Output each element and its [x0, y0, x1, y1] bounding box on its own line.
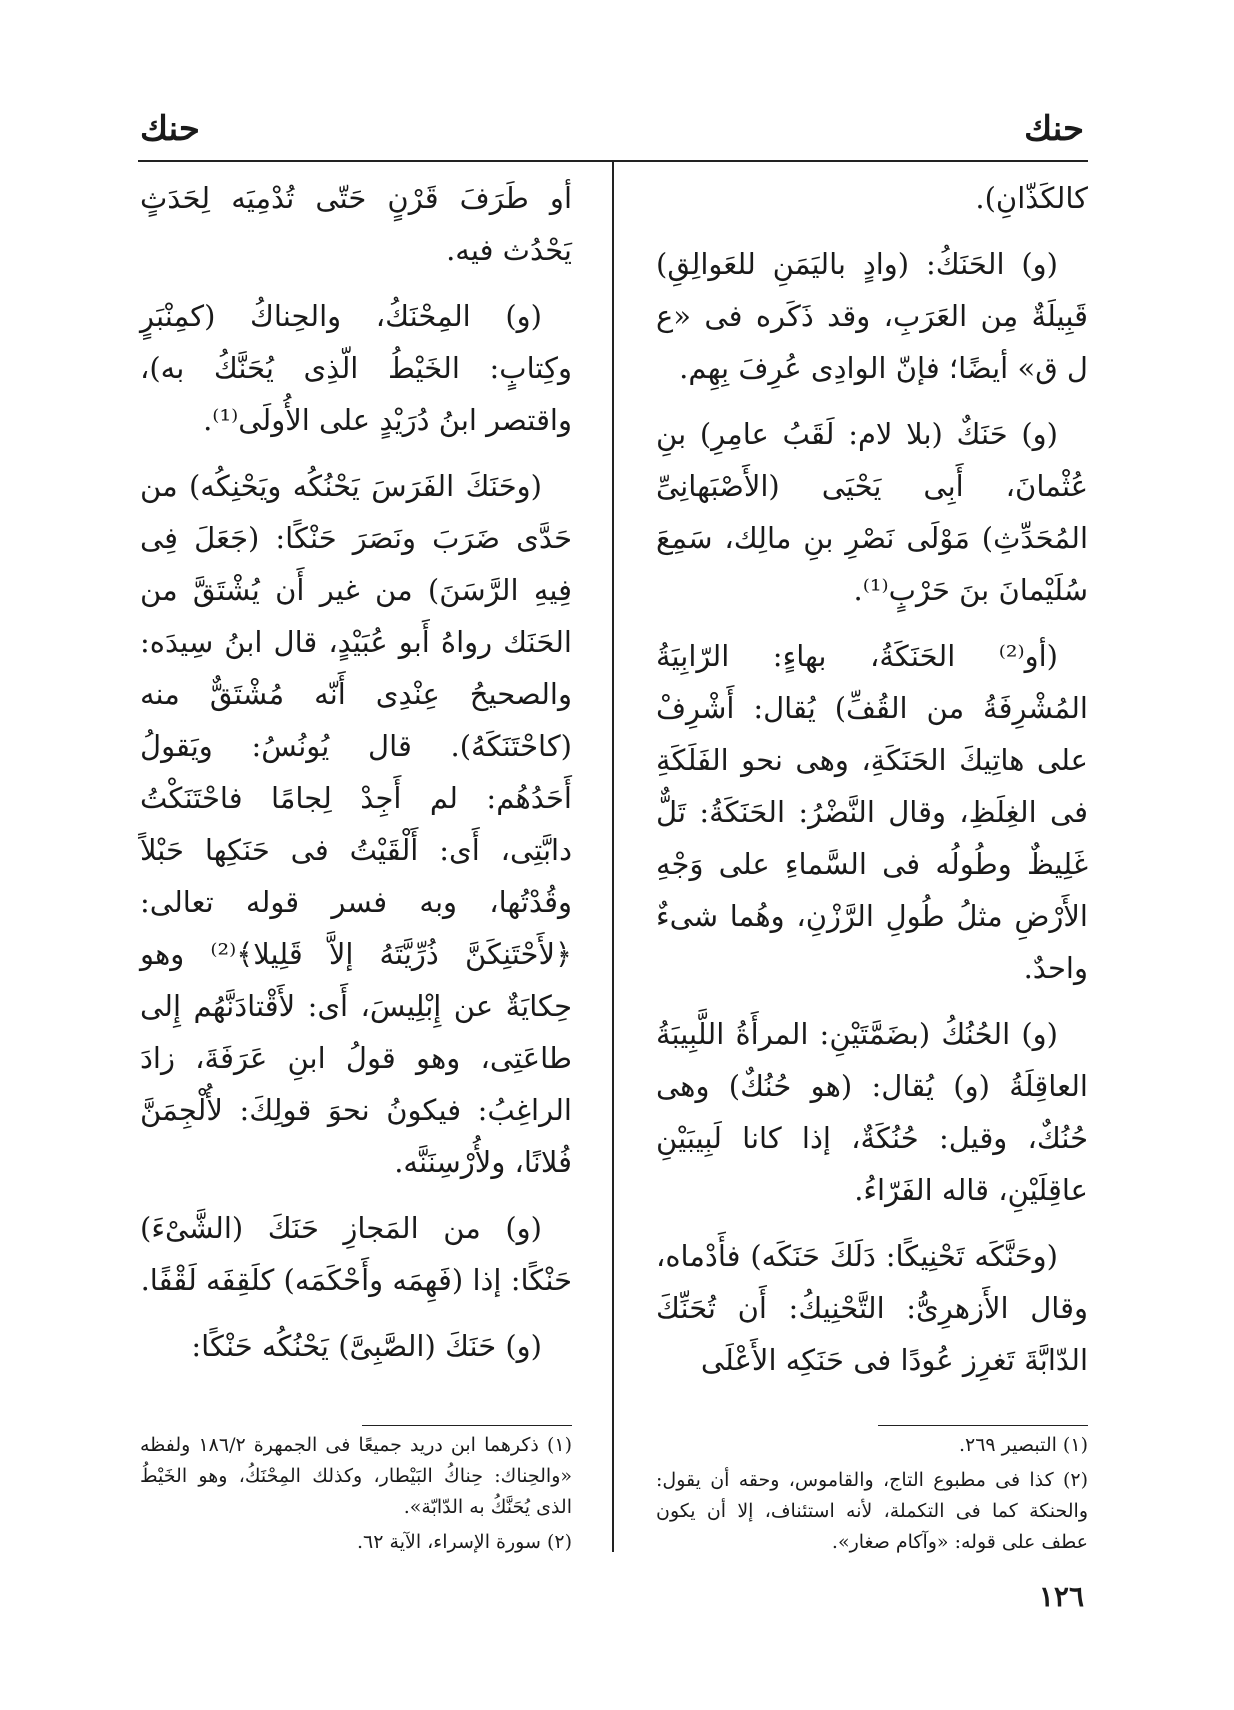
footnote: (١) التبصير ٢٦٩.	[958, 1434, 1088, 1456]
running-header-left: حنك	[140, 109, 200, 149]
right-paragraph: (و) حَنَكٌ (بلا لام: لَقَبُ عامِرِ) بنِ عُثْمانَ، أَبِى يَحْيَى (الأَصْبَهانِىِّ المُحَدِّثِ) مَوْلَى نَصْرِ بنِ مالِك، سَمِعَ سُلَيْمانَ بنَ حَرْبٍ⁽¹⁾.	[656, 417, 1088, 607]
left-paragraph: أو طَرَفَ قَرْنٍ حَتّى تُدْمِيَه لِحَدَثٍ يَحْدُث فيه.	[140, 181, 572, 267]
left-paragraph: (و) من المَجازِ حَنَكَ (الشَّىْءَ) حَنْكًا: إذا (فَهِمَه وأَحْكَمَه) كلَقِفَه لَقْفًا.	[140, 1211, 572, 1297]
right-paragraph: كالكَذّانِ).	[975, 181, 1088, 215]
page-number: ١٢٦	[1038, 1580, 1084, 1613]
footnote-rule-right	[878, 1425, 1088, 1426]
right-column	[656, 172, 1088, 1400]
running-header-right: حنك	[1024, 109, 1084, 149]
left-paragraph: (وحَنَكَ الفَرَسَ يَحْنُكُه ويَحْنِكُه) من حَدَّى ضَرَبَ ونَصَرَ حَنْكًا: (جَعَلَ فِى فِيهِ الرَّسَنَ) من غير أَن يُشْتَقَّ من الحَنَك رواهُ أَبو عُبَيْدٍ، قال ابنُ سِيدَه: والصحيحُ عِنْدِى أَنّه مُشْتَقٌّ منه (كاحْتَنَكَهُ). قال يُونُسُ: ويَقولُ أَحَدُهُم: لم أَجِدْ لِجامًا فاحْتَنَكْتُ دابَّتِى، أَى: أَلْقَيْتُ فى حَنَكِها حَبْلاً وقُدْتُها، وبه فسر قوله تعالى: ﴿لأَحْتَنِكَنَّ ذُرِّيَّتَهُ إلاَّ قَلِيلا﴾⁽²⁾ وهو حِكايَةٌ عن إِبْلِيسَ، أَى: لأَقْتادَنَّهُم إِلى طاعَتِى، وهو قولُ ابنِ عَرَفَةَ، زادَ الراغِبُ: فيكونُ نحوَ قولِكَ: لأُلْجِمَنَّ فُلانًا، ولأُرْسِنَنَّه.	[140, 469, 572, 1179]
footnotes-right	[656, 1430, 1088, 1562]
right-paragraph: (و) الحَنَكُ: (وادٍ باليَمَنِ للعَوالِقِ) قَبِيلَةٌ مِن العَرَبِ، وقد ذَكَره فى «ع ل ق» أيضًا؛ فإنّ الوادِى عُرِفَ بِهِم.	[656, 247, 1088, 385]
footnotes-left	[140, 1430, 572, 1562]
right-paragraph: (وحَنَّكَه تَحْنِيكًا: دَلَكَ حَنَكَه) فأَدْماه، وقال الأَزهرِىُّ: التَّحْنِيكُ: أَن تُحَنِّكَ الدّابَّةَ تَغرِز عُودًا فى حَنَكِه الأَعْلَى	[656, 1239, 1088, 1377]
left-paragraph: (و) المِحْنَكُ، والحِناكُ (كمِنْبَرٍ وكِتابٍ: الخَيْطُ الّذِى يُحَنَّكُ به)، واقتصر ابنُ دُرَيْدٍ على الأُولَى⁽¹⁾.	[140, 299, 572, 437]
left-paragraph: (و) حَنَكَ (الصَّبِىَّ) يَحْنُكُه حَنْكًا:	[191, 1329, 542, 1363]
right-paragraph: (أو⁽²⁾ الحَنَكَةُ، بهاءٍ: الرّابِيَةُ المُشْرِفَةُ من القُفِّ) يُقال: أَشْرِفْ على هاتِيكَ الحَنَكَةِ، وهى نحو الفَلَكَةِ فى الغِلَظِ، وقال النَّضْرُ: الحَنَكَةُ: تَلٌّ غَلِيظٌ وطُولُه فى السَّماءِ على وَجْهِ الأَرْضِ مثلُ طُولِ الرَّزْنِ، وهُما شىءٌ واحدٌ.	[656, 639, 1088, 985]
footnote-rule-left	[362, 1425, 572, 1426]
column-divider	[612, 162, 614, 1552]
left-column	[140, 172, 572, 1386]
footnote: (١) ذكرهما ابن دريد جميعًا فى الجمهرة ١٨٦/٢ ولفظه «والحِناك: حِناكُ البَيْطار، وكذلك المِحْنَكُ، وهو الخَيْطُ الذى يُحَنَّكُ به الدّابّة».	[140, 1434, 573, 1518]
footnote: (٢) سورة الإسراء، الآية ٦٢.	[357, 1531, 572, 1553]
right-paragraph: (و) الحُنُكُ (بضَمَّتَيْنِ: المرأَةُ اللَّبِيبَةُ العاقِلَةُ (و) يُقال: (هو حُنُكٌ) وهى حُنُكٌ، وقيل: حُنُكَةٌ، إذا كانا لَبِيبَيْنِ عاقِلَيْنِ، قاله الفَرّاءُ.	[656, 1017, 1088, 1207]
footnote: (٢) كذا فى مطبوع التاج، والقاموس، وحقه أن يقول: والحنكة كما فى التكملة، لأنه استئناف، إلا أن يكون عطف على قوله: «وآكام صغار».	[656, 1469, 1088, 1553]
